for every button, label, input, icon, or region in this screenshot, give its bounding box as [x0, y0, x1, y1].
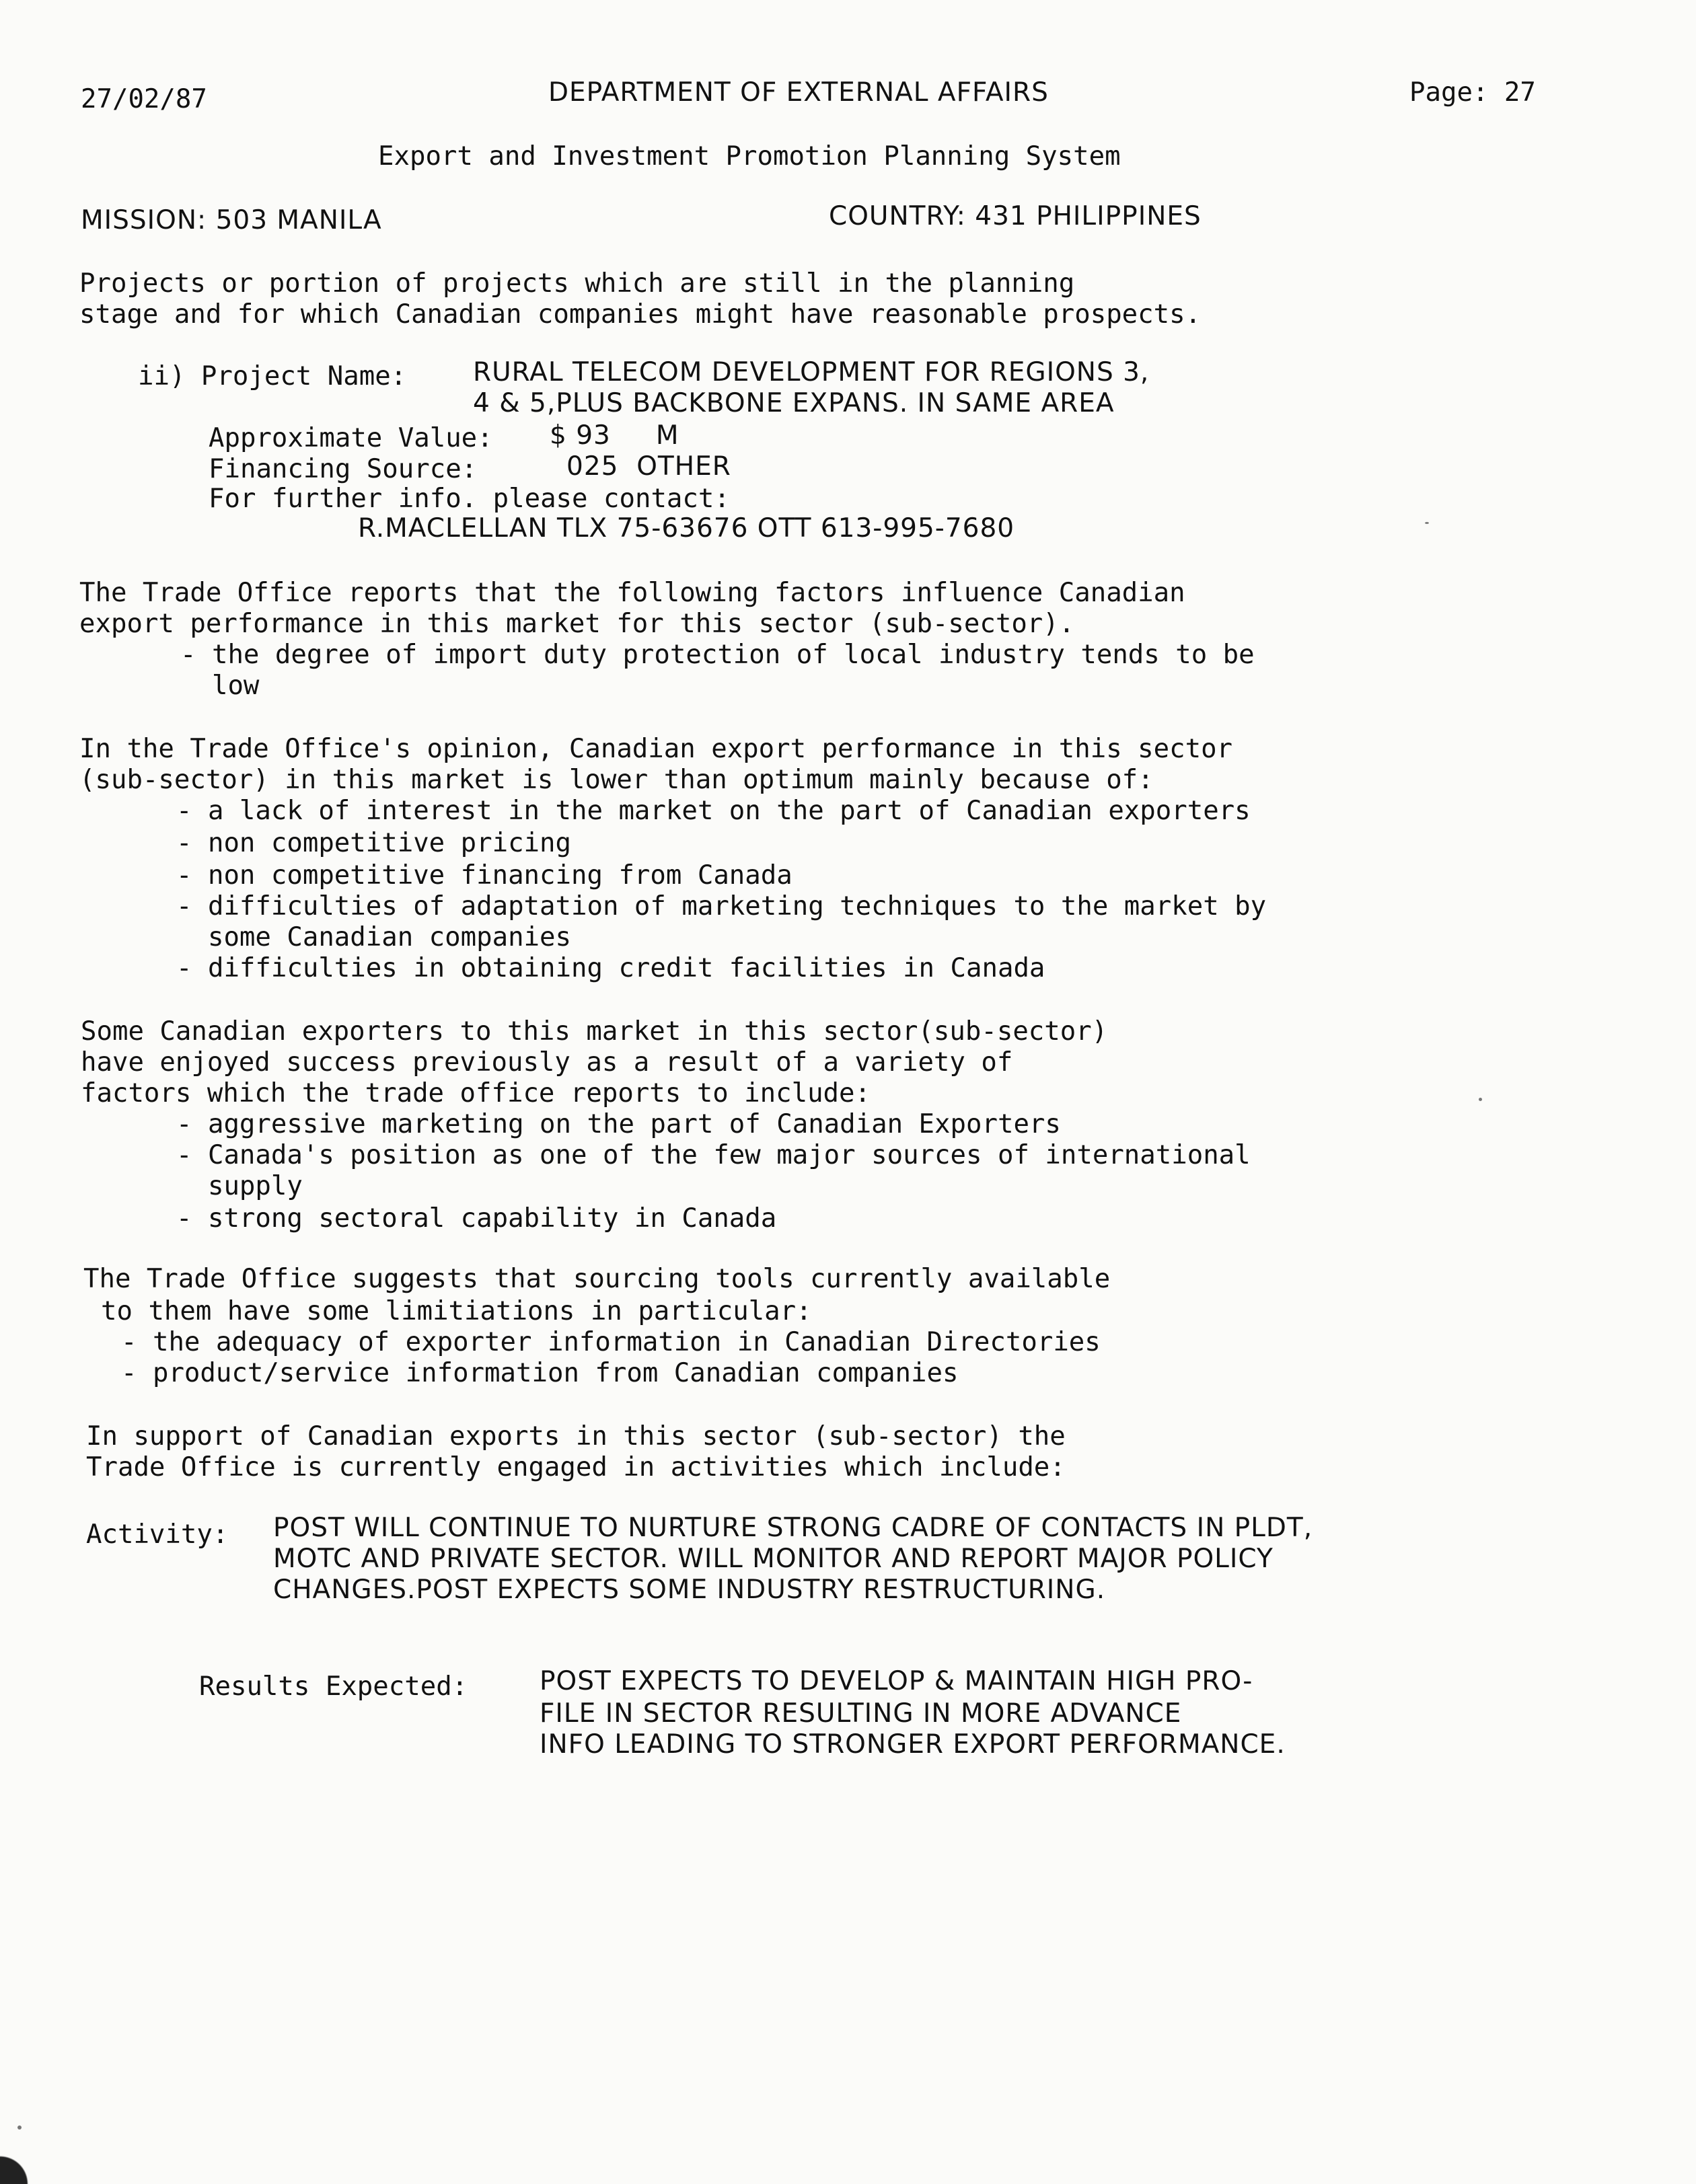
scan-speck: [1425, 522, 1429, 524]
financing-label: Financing Source:: [209, 454, 478, 484]
sourcing-item: - the adequacy of exporter information in Canadian Directories: [121, 1327, 1101, 1357]
intro-line: stage and for which Canadian companies might have reasonable prospects.: [79, 299, 1202, 330]
department-name: DEPARTMENT OF EXTERNAL AFFAIRS: [548, 77, 1049, 108]
intro-line: Projects or portion of projects which are still in the planning: [79, 268, 1075, 299]
mission-label: MISSION: 503 MANILA: [81, 205, 382, 235]
opinion-item: some Canadian companies: [176, 922, 571, 952]
scan-speck: [17, 2125, 22, 2130]
scan-corner-shadow: [0, 2144, 40, 2184]
country-label: COUNTRY: 431 PHILIPPINES: [829, 201, 1202, 231]
sourcing-line: The Trade Office suggests that sourcing tools currently available: [83, 1264, 1111, 1294]
opinion-item: - difficulties of adaptation of marketing techniques to the market by: [176, 891, 1267, 921]
report-date: 27/02/87: [81, 84, 207, 114]
factors-line: export performance in this market for this sector (sub-sector).: [79, 609, 1075, 639]
success-line: Some Canadian exporters to this market in this sector(sub-sector): [81, 1016, 1108, 1047]
opinion-item: - a lack of interest in the market on the part of Canadian exporters: [176, 796, 1251, 826]
opinion-line: (sub-sector) in this market is lower than optimum mainly because of:: [79, 765, 1154, 795]
results-line: INFO LEADING TO STRONGER EXPORT PERFORMANCE.: [540, 1729, 1286, 1760]
approximate-value: $ 93 M: [550, 420, 679, 451]
system-title: Export and Investment Promotion Planning System: [378, 141, 1121, 172]
success-item: supply: [176, 1171, 303, 1201]
factor-item: low: [180, 671, 260, 701]
page-number: Page: 27: [1409, 77, 1536, 108]
opinion-item: - non competitive pricing: [176, 828, 571, 858]
success-line: factors which the trade office reports to include:: [81, 1078, 871, 1108]
opinion-item: - non competitive financing from Canada: [176, 860, 792, 891]
contact-label: For further info. please contact:: [209, 484, 730, 514]
results-line: FILE IN SECTOR RESULTING IN MORE ADVANCE: [540, 1698, 1182, 1729]
financing-source: 025 OTHER: [566, 451, 731, 482]
project-name-line: RURAL TELECOM DEVELOPMENT FOR REGIONS 3,: [473, 357, 1150, 387]
contact-details: R.MACLELLAN TLX 75-63676 OTT 613-995-7680: [358, 513, 1015, 543]
support-line: Trade Office is currently engaged in activities which include:: [86, 1452, 1066, 1482]
support-line: In support of Canadian exports in this sector (sub-sector) the: [86, 1421, 1066, 1452]
opinion-line: In the Trade Office's opinion, Canadian export performance in this sector: [79, 734, 1233, 764]
success-item: - aggressive marketing on the part of Canadian Exporters: [176, 1109, 1061, 1139]
scan-speck: [1479, 1098, 1482, 1101]
sourcing-item: - product/service information from Canadian companies: [121, 1358, 959, 1388]
activity-line: MOTC AND PRIVATE SECTOR. WILL MONITOR AND REPORT MAJOR POLICY: [273, 1544, 1274, 1574]
project-name-line: 4 & 5,PLUS BACKBONE EXPANS. IN SAME AREA: [473, 388, 1115, 418]
opinion-item: - difficulties in obtaining credit facilities in Canada: [176, 953, 1045, 983]
activity-line: CHANGES.POST EXPECTS SOME INDUSTRY RESTRUCTURING.: [273, 1575, 1106, 1605]
factors-line: The Trade Office reports that the following factors influence Canadian: [79, 578, 1185, 608]
success-line: have enjoyed success previously as a result of a variety of: [81, 1047, 1013, 1078]
activity-label: Activity:: [86, 1519, 229, 1550]
success-item: - Canada's position as one of the few major sources of international: [176, 1140, 1251, 1170]
results-line: POST EXPECTS TO DEVELOP & MAINTAIN HIGH PRO-: [540, 1666, 1253, 1696]
factor-item: - the degree of import duty protection of local industry tends to be: [180, 640, 1255, 670]
project-name-label: ii) Project Name:: [138, 361, 407, 391]
results-label: Results Expected:: [199, 1671, 468, 1702]
sourcing-line: to them have some limitiations in particular:: [101, 1296, 812, 1326]
activity-line: POST WILL CONTINUE TO NURTURE STRONG CADRE OF CONTACTS IN PLDT,: [273, 1513, 1313, 1543]
success-item: - strong sectoral capability in Canada: [176, 1203, 777, 1234]
value-label: Approximate Value:: [209, 423, 493, 453]
